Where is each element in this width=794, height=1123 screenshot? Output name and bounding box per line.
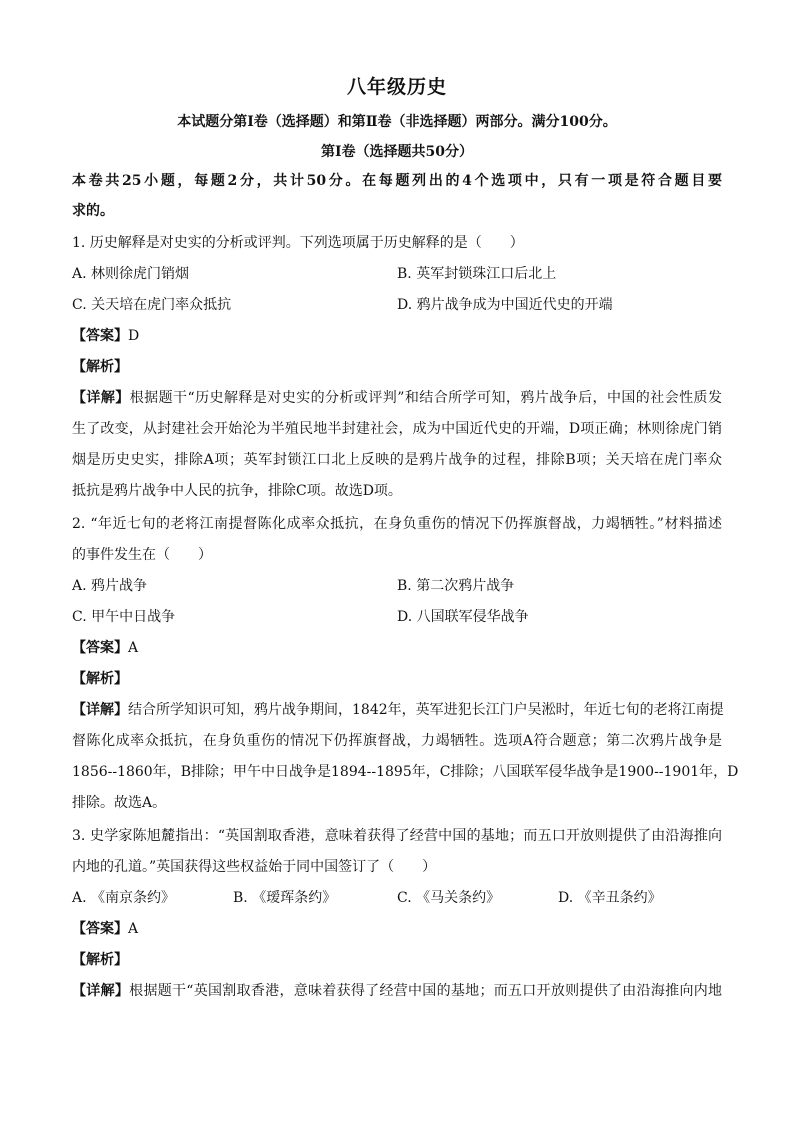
detail-label: 【详解】 [72, 390, 130, 406]
q3-option-c: C. 《马关条约》 [397, 890, 501, 906]
q2-option-a: A. 鸦片战争 [72, 578, 148, 594]
q3-answer [72, 919, 138, 939]
q1-answer-value: D [128, 328, 140, 344]
q2-analysis-label: 【解析】 [72, 671, 128, 687]
q2-detail-text-1: 结合所学知识可知，鸦片战争期间，1842年，英军进犯长江门户吴淞时，年近七旬的老将江南提 [128, 702, 724, 718]
instructions-line-1: 本卷共25小题，每题2分，共计50分。在每题列出的4个选项中，只有一项是符合题目要 [72, 173, 722, 189]
q1-detail-line-2: 生了改变，从封建社会开始沦为半殖民地半封建社会，成为中国近代史的开端，D项正确；林则徐虎门销 [72, 421, 722, 437]
instructions-line-2: 求的。 [72, 203, 114, 219]
q2-answer [72, 638, 138, 658]
exam-intro: 本试题分第Ⅰ卷（选择题）和第Ⅱ卷（非选择题）两部分。满分100分。 [177, 114, 617, 130]
q2-stem-line-2: 的事件发生在（ ） [72, 547, 212, 563]
q2-stem-line-1: 2. “年近七旬的老将江南提督陈化成率众抵抗，在身负重伤的情况下仍挥旗督战，力竭牺牲。”材料描述 [72, 516, 722, 532]
q2-detail-line-3: 1856--1860年，B排除；甲午中日战争是1894--1895年，C排除；八国联军侵华战争是1900--1901年，D [72, 764, 739, 780]
q2-option-c: C. 甲午中日战争 [72, 609, 176, 625]
q1-detail-line-1 [72, 388, 722, 408]
q3-stem-line-2: 内地的孔道。”英国获得这些权益始于同中国签订了（ ） [72, 859, 437, 875]
answer-label: 【答案】 [72, 640, 128, 656]
answer-label: 【答案】 [72, 921, 128, 937]
q1-option-a: A. 林则徐虎门销烟 [72, 266, 190, 282]
q1-answer [72, 326, 139, 346]
q1-analysis-label: 【解析】 [72, 359, 128, 375]
q1-option-b: B. 英军封锁珠江口后北上 [397, 266, 557, 282]
q3-answer-value: A [128, 921, 139, 937]
q1-detail-text-1: 根据题干“历史解释是对史实的分析或评判”和结合所学可知，鸦片战争后，中国的社会性质发 [129, 390, 722, 406]
q3-stem-line-1: 3. 史学家陈旭麓指出：“英国割取香港，意味着获得了经营中国的基地；而五口开放则提供了由沿海推向 [72, 828, 722, 844]
q2-detail-line-4: 排除。故选A。 [72, 795, 167, 811]
q3-detail-text-1: 根据题干“英国割取香港，意味着获得了经营中国的基地；而五口开放则提供了由沿海推向内地 [129, 983, 723, 999]
page-title: 八年级历史 [346, 76, 447, 98]
q3-option-b: B. 《瑷珲条约》 [233, 890, 337, 906]
q1-detail-line-4: 抵抗是鸦片战争中人民的抗争，排除C项。故选D项。 [72, 483, 402, 499]
answer-label: 【答案】 [72, 328, 128, 344]
section-heading: 第Ⅰ卷（选择题共50分） [320, 144, 474, 160]
q2-detail-line-1 [72, 700, 722, 720]
q1-stem: 1. 历史解释是对史实的分析或评判。下列选项属于历史解释的是（ ） [72, 235, 524, 251]
q2-option-b: B. 第二次鸦片战争 [397, 578, 515, 594]
q3-option-d: D. 《辛丑条约》 [558, 890, 662, 906]
q3-option-a: A. 《南京条约》 [72, 890, 176, 906]
q1-option-d: D. 鸦片战争成为中国近代史的开端 [397, 297, 613, 313]
q2-option-d: D. 八国联军侵华战争 [397, 609, 529, 625]
q1-detail-line-3: 烟是历史史实，排除A项；英军封锁江口北上反映的是鸦片战争的过程，排除B项；关天培在虎门率众 [72, 452, 722, 468]
q2-answer-value: A [128, 640, 139, 656]
q1-option-c: C. 关天培在虎门率众抵抗 [72, 297, 232, 313]
q3-detail-line-1 [72, 981, 722, 1001]
q2-detail-line-2: 督陈化成率众抵抗，在身负重伤的情况下仍挥旗督战，力竭牺牲。选项A符合题意；第二次鸦片战争是 [72, 733, 722, 749]
q3-analysis-label: 【解析】 [72, 952, 128, 968]
detail-label: 【详解】 [72, 702, 128, 718]
detail-label: 【详解】 [72, 983, 130, 999]
